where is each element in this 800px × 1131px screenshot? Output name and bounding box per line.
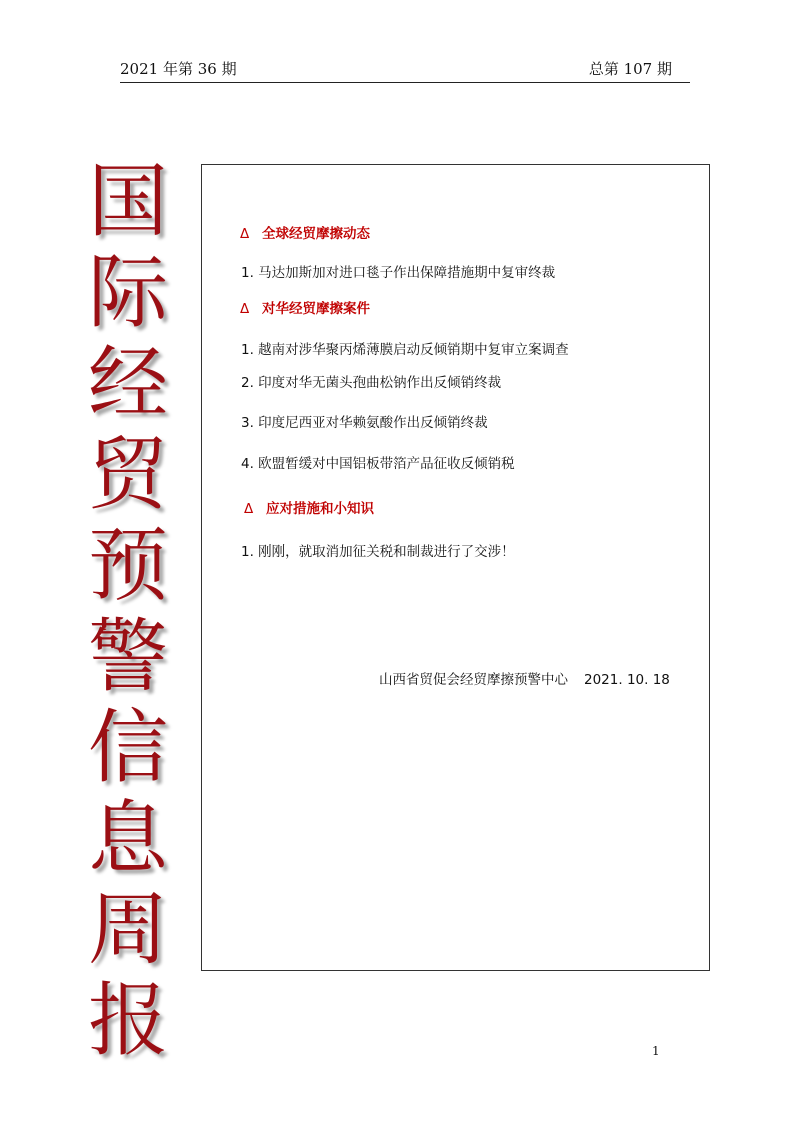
- list-item[interactable]: 1. 马达加斯加对进口毯子作出保障措施期中复审终裁: [241, 265, 556, 281]
- publisher-name: 山西省贸促会经贸摩擦预警中心: [379, 672, 568, 688]
- publisher-line: [379, 668, 670, 688]
- title-char: 报: [88, 974, 168, 1067]
- page-header: [120, 58, 690, 82]
- page-number: 1: [652, 1044, 660, 1058]
- title-char: 际: [88, 246, 168, 339]
- section-heading-global: Δ 全球经贸摩擦动态: [240, 226, 370, 242]
- header-divider: [120, 82, 690, 83]
- section-heading-china-cases: Δ 对华经贸摩擦案件: [240, 301, 370, 317]
- title-char: 经: [88, 337, 168, 430]
- vertical-title: [78, 156, 178, 1066]
- title-char: 预: [88, 519, 168, 612]
- title-char: 贸: [88, 428, 168, 521]
- title-char: 警: [88, 610, 168, 703]
- contents-box: [201, 164, 710, 971]
- title-char: 息: [88, 792, 168, 885]
- title-char: 国: [88, 155, 168, 248]
- list-item[interactable]: 4. 欧盟暂缓对中国铝板带箔产品征收反倾销税: [241, 456, 515, 472]
- list-item[interactable]: 1. 刚刚，就取消加征关税和制裁进行了交涉！: [241, 544, 515, 560]
- total-issue-number: 总第 107 期: [588, 60, 672, 78]
- list-item[interactable]: 2. 印度对华无菌头孢曲松钠作出反倾销终裁: [241, 375, 502, 391]
- issue-number: 2021 年第 36 期: [120, 60, 237, 78]
- title-char: 信: [88, 701, 168, 794]
- delta-icon: Δ: [240, 301, 250, 317]
- list-item[interactable]: 1. 越南对涉华聚丙烯薄膜启动反倾销期中复审立案调查: [241, 342, 569, 358]
- list-item[interactable]: 3. 印度尼西亚对华赖氨酸作出反倾销终裁: [241, 415, 488, 431]
- publish-date: 2021. 10. 18: [584, 672, 670, 688]
- delta-icon: Δ: [244, 501, 254, 517]
- title-char: 周: [88, 883, 168, 976]
- section-heading-measures: Δ 应对措施和小知识: [244, 501, 374, 517]
- delta-icon: Δ: [240, 226, 250, 242]
